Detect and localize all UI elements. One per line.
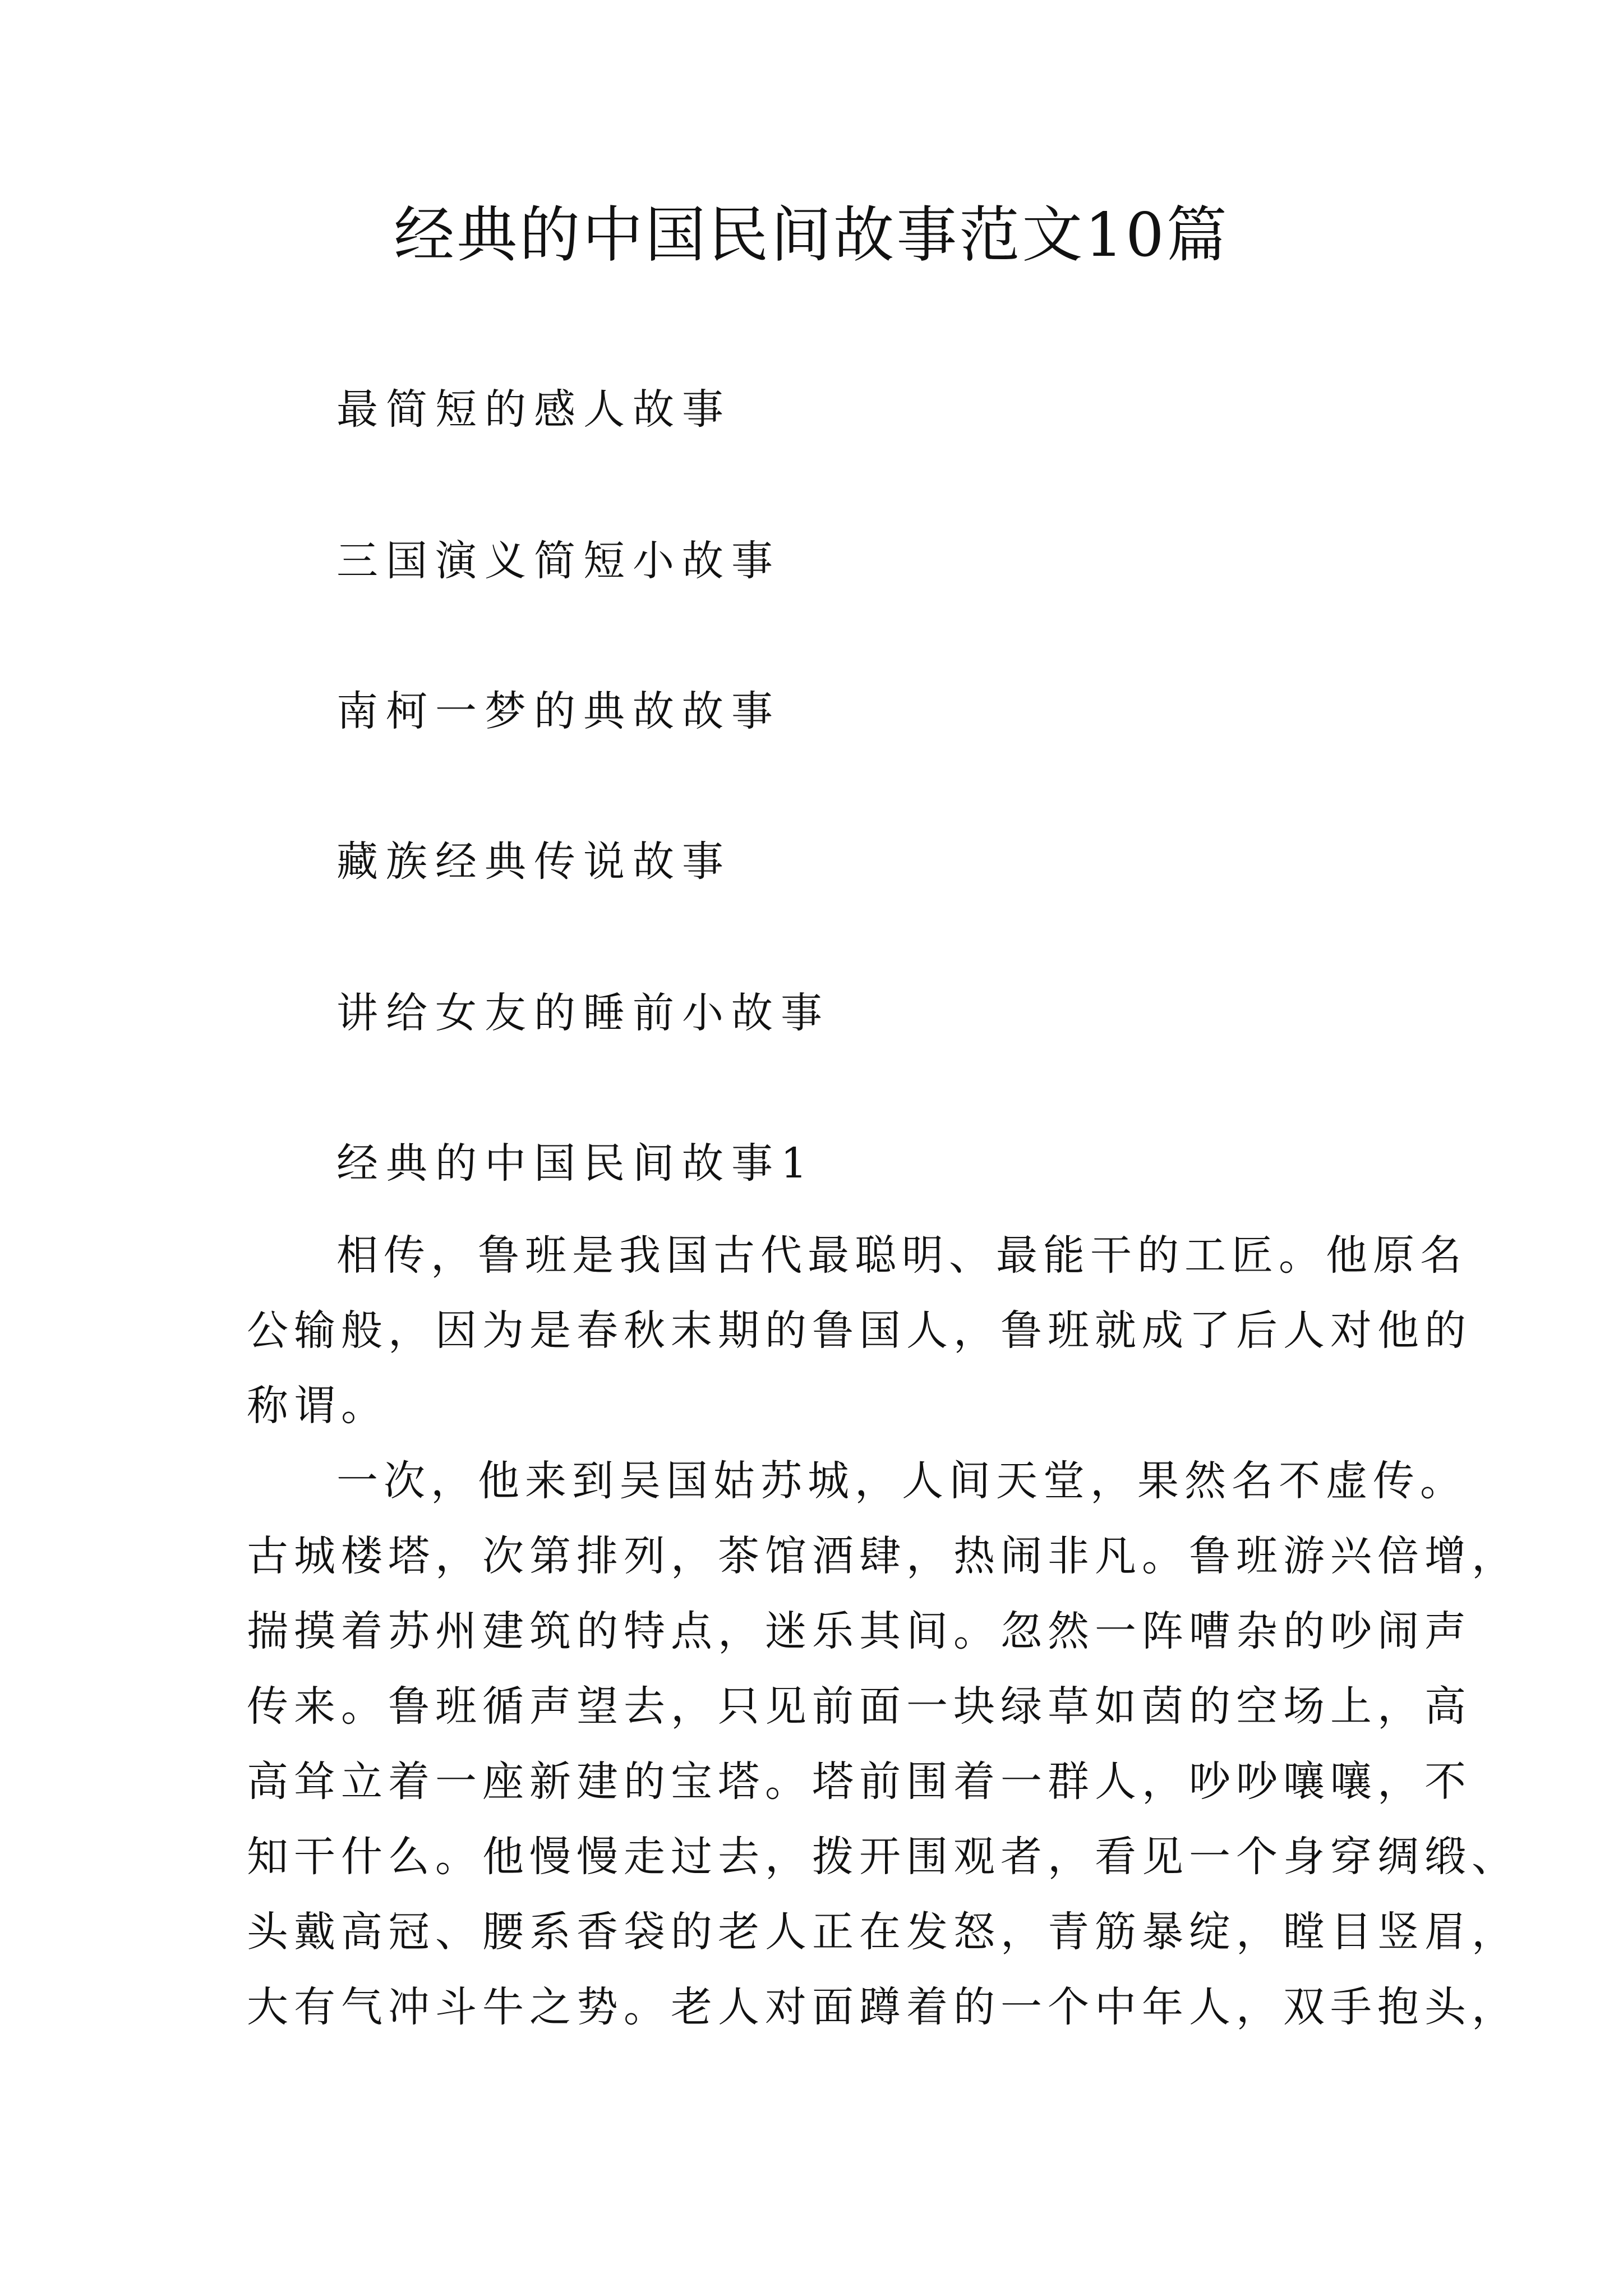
paragraph-line: 揣摸着苏州建筑的特点，迷乐其间。忽然一阵嘈杂的吵闹声 — [247, 1607, 1472, 1655]
paragraph-line: 大有气冲斗牛之势。老人对面蹲着的一个中年人，双手抱头， — [247, 1983, 1519, 2031]
paragraph-line: 称谓。 — [247, 1382, 388, 1430]
paragraph-line: 公输般，因为是春秋末期的鲁国人，鲁班就成了后人对他的 — [247, 1306, 1472, 1355]
paragraph-line: 头戴高冠、腰系香袋的老人正在发怒，青筋暴绽，瞠目竖眉， — [247, 1908, 1519, 1956]
document-title: 经典的中国民间故事范文10篇 — [394, 200, 1229, 270]
section-heading: 经典的中国民间故事1 — [336, 1139, 815, 1188]
toc-item: 最简短的感人故事 — [336, 385, 731, 434]
toc-item: 南柯一梦的典故故事 — [336, 687, 781, 735]
paragraph-line: 古城楼塔，次第排列，茶馆酒肆，热闹非凡。鲁班游兴倍增， — [247, 1532, 1519, 1580]
paragraph-line: 知干什么。他慢慢走过去，拨开围观者，看见一个身穿绸缎、 — [247, 1833, 1519, 1881]
paragraph-line: 高耸立着一座新建的宝塔。塔前围着一群人，吵吵嚷嚷，不 — [247, 1757, 1472, 1806]
toc-item: 藏族经典传说故事 — [336, 838, 731, 886]
paragraph-line: 传来。鲁班循声望去，只见前面一块绿草如茵的空场上，高 — [247, 1682, 1472, 1731]
paragraph-line: 一次，他来到吴国姑苏城，人间天堂，果然名不虚传。 — [336, 1457, 1467, 1505]
toc-item: 三国演义简短小故事 — [336, 537, 781, 585]
toc-item: 讲给女友的睡前小故事 — [336, 989, 830, 1037]
paragraph-line: 相传，鲁班是我国古代最聪明、最能干的工匠。他原名 — [336, 1231, 1467, 1280]
